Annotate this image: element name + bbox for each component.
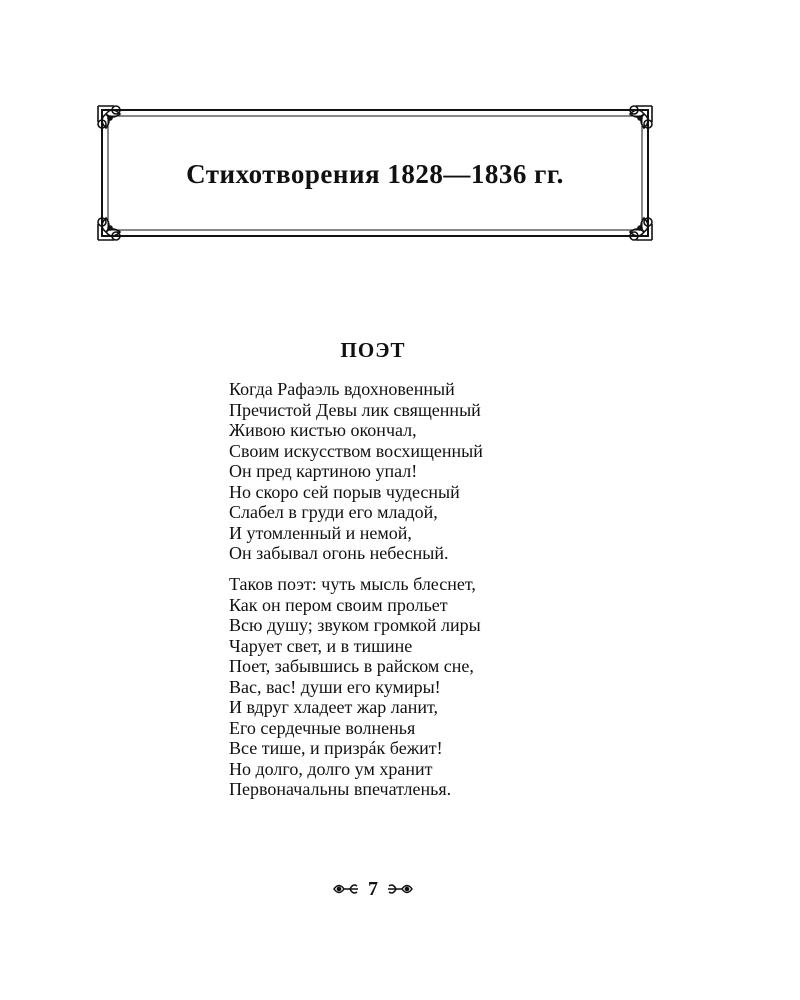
- verse-line: Своим искусством восхищенный: [229, 440, 483, 461]
- verse-line: Вас, вас! души его кумиры!: [229, 676, 441, 697]
- verse-line: Он забывал огонь небесный.: [229, 543, 449, 563]
- page-number: 7: [368, 878, 378, 900]
- verse-line: Таков поэт: чуть мысль блеснет,: [229, 574, 476, 594]
- page-footer: [0, 874, 746, 904]
- verse-line: Пречистой Девы лик священный: [229, 399, 481, 420]
- verse-line: Все тише, и призрáк бежит!: [229, 738, 443, 758]
- verse-line: Живою кистью окончал,: [229, 420, 417, 440]
- verse-line: Первоначальны впечатленья.: [229, 779, 452, 799]
- verse-line: Чарует свет, и в тишине: [229, 635, 413, 656]
- right-flourish-icon: [386, 880, 414, 898]
- verse-line: И вдруг хладеет жар ланит,: [229, 697, 439, 717]
- verse-line: Всю душу; звуком громкой лиры: [229, 615, 481, 635]
- verse-line: Но долго, долго ум хранит: [229, 758, 433, 779]
- section-title: Стихотворения 1828—1836 гг.: [186, 159, 564, 189]
- verse-line: Его сердечные волненья: [229, 717, 416, 738]
- verse-line: Слабел в груди его младой,: [229, 502, 438, 522]
- verse-line: Но скоро сей порыв чудесный: [229, 481, 460, 502]
- poem-stanza-1: [229, 379, 483, 564]
- left-flourish-icon: [332, 880, 360, 898]
- section-title-frame: [96, 104, 654, 242]
- verse-line: Когда Рафаэль вдохновенный: [229, 379, 455, 399]
- verse-line: Как он пером своим прольет: [229, 594, 448, 615]
- poem-title: ПОЭТ: [340, 338, 406, 362]
- verse-line: Поет, забывшись в райском сне,: [229, 656, 474, 676]
- verse-line: И утомленный и немой,: [229, 522, 412, 543]
- verse-line: Он пред картиною упал!: [229, 461, 418, 481]
- poem-stanza-2: [229, 574, 481, 800]
